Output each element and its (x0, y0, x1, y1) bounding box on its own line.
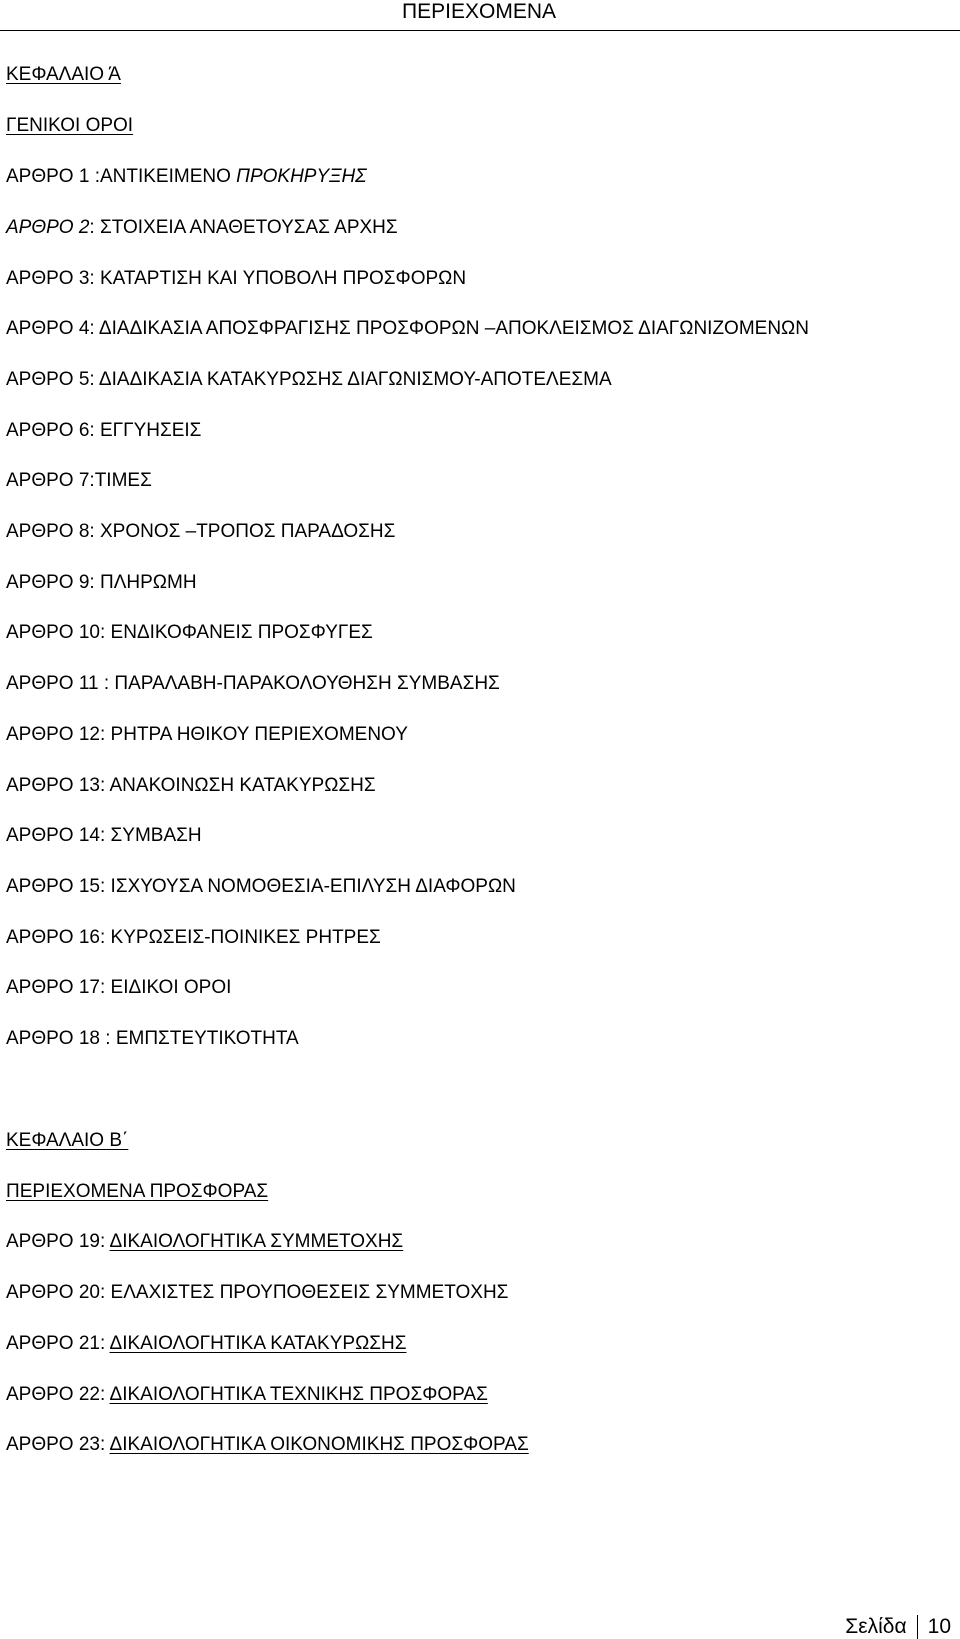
article-20-prefix: ΑΡΘΡΟ 20: (6, 1282, 111, 1303)
toc-entry-article-2[interactable] (6, 217, 398, 239)
toc-entry-article-9[interactable]: ΑΡΘΡΟ 9: ΠΛΗΡΩΜΗ (6, 572, 197, 593)
toc-entry-article-13[interactable]: ΑΡΘΡΟ 13: ΑΝΑΚΟΙΝΩΣΗ ΚΑΤΑΚΥΡΩΣΗΣ (6, 775, 376, 796)
toc-entry-article-11[interactable]: ΑΡΘΡΟ 11 : ΠΑΡΑΛΑΒΗ-ΠΑΡΑΚΟΛΟΥΘΗΣΗ ΣΥΜΒΑΣΗΣ (6, 673, 500, 694)
toc-entry-article-4[interactable]: ΑΡΘΡΟ 4: ΔΙΑΔΙΚΑΣΙΑ ΑΠΟΣΦΡΑΓΙΣΗΣ ΠΡΟΣΦΟΡΩΝ –ΑΠΟΚΛΕΙΣΜΟΣ ΔΙΑΓΩΝΙΖΟΜΕΝΩΝ (6, 318, 809, 339)
toc-entry-article-3[interactable]: ΑΡΘΡΟ 3: ΚΑΤΑΡΤΙΣΗ ΚΑΙ ΥΠΟΒΟΛΗ ΠΡΟΣΦΟΡΩΝ (6, 268, 467, 289)
article-19-title: ΔΙΚΑΙΟΛΟΓΗΤΙΚΑ ΣΥΜΜΕΤΟΧΗΣ (109, 1231, 404, 1252)
article-21-title: ΔΙΚΑΙΟΛΟΓΗΤΙΚΑ ΚΑΤΑΚΥΡΩΣΗΣ (109, 1333, 407, 1354)
header-rule (0, 30, 960, 31)
chapter-b-subtitle[interactable]: ΠΕΡΙΕΧΟΜΕΝΑ ΠΡΟΣΦΟΡΑΣ (6, 1181, 269, 1202)
article-23-title: ΔΙΚΑΙΟΛΟΓΗΤΙΚΑ ΟΙΚΟΝΟΜΙΚΗΣ ΠΡΟΣΦΟΡΑΣ (109, 1434, 529, 1455)
page-number: 10 (927, 1615, 951, 1638)
article-1-prefix: ΑΡΘΡΟ 1 :ΑΝΤΙΚΕΙΜΕΝΟ (6, 166, 237, 187)
toc-entry-article-21[interactable] (6, 1333, 407, 1355)
chapter-a-subtitle[interactable]: ΓΕΝΙΚΟΙ ΟΡΟΙ (6, 115, 134, 136)
article-19-prefix: ΑΡΘΡΟ 19: (6, 1231, 110, 1252)
toc-entry-article-15[interactable]: ΑΡΘΡΟ 15: ΙΣΧΥΟΥΣΑ ΝΟΜΟΘΕΣΙΑ-ΕΠΙΛΥΣΗ ΔΙΑΦΟΡΩΝ (6, 876, 516, 897)
chapter-b-label[interactable]: ΚΕΦΑΛΑΙΟ Β΄ (6, 1130, 129, 1151)
toc-entry-article-8[interactable]: ΑΡΘΡΟ 8: ΧΡΟΝΟΣ –ΤΡΟΠΟΣ ΠΑΡΑΔΟΣΗΣ (6, 521, 396, 542)
article-22-prefix: ΑΡΘΡΟ 22: (6, 1384, 110, 1405)
toc-entry-article-19[interactable] (6, 1231, 403, 1253)
toc-entry-article-10[interactable]: ΑΡΘΡΟ 10: ΕΝΔΙΚΟΦΑΝΕΙΣ ΠΡΟΣΦΥΓΕΣ (6, 622, 373, 643)
toc-entry-article-12[interactable]: ΑΡΘΡΟ 12: ΡΗΤΡΑ ΗΘΙΚΟΥ ΠΕΡΙΕΧΟΜΕΝΟΥ (6, 724, 408, 745)
toc-entry-article-7[interactable]: ΑΡΘΡΟ 7:ΤΙΜΕΣ (6, 470, 152, 491)
toc-entry-article-22[interactable] (6, 1384, 488, 1406)
article-21-prefix: ΑΡΘΡΟ 21: (6, 1333, 110, 1354)
toc-entry-article-14[interactable]: ΑΡΘΡΟ 14: ΣΥΜΒΑΣΗ (6, 825, 202, 846)
article-22-title: ΔΙΚΑΙΟΛΟΓΗΤΙΚΑ ΤΕΧΝΙΚΗΣ ΠΡΟΣΦΟΡΑΣ (109, 1384, 488, 1405)
chapter-a-label[interactable]: ΚΕΦΑΛΑΙΟ Ά (6, 64, 121, 85)
footer-divider (917, 1615, 918, 1639)
article-2-suffix: : ΣΤΟΙΧΕΙΑ ΑΝΑΘΕΤΟΥΣΑΣ ΑΡΧΗΣ (89, 217, 398, 238)
toc-entry-article-16[interactable]: ΑΡΘΡΟ 16: ΚΥΡΩΣΕΙΣ-ΠΟΙΝΙΚΕΣ ΡΗΤΡΕΣ (6, 927, 381, 948)
page-footer (845, 1615, 951, 1639)
toc-entry-article-18[interactable]: ΑΡΘΡΟ 18 : ΕΜΠΣΤΕΥΤΙΚΟΤΗΤΑ (6, 1028, 299, 1049)
page-label: Σελίδα (845, 1615, 907, 1638)
article-20-title: ΕΛΑΧΙΣΤΕΣ ΠΡΟΥΠΟΘΕΣΕΙΣ ΣΥΜΜΕΤΟΧΗΣ (110, 1282, 509, 1303)
toc-entry-article-6[interactable]: ΑΡΘΡΟ 6: ΕΓΓΥΗΣΕΙΣ (6, 420, 202, 441)
article-23-prefix: ΑΡΘΡΟ 23: (6, 1434, 110, 1455)
toc-entry-article-20[interactable] (6, 1282, 508, 1304)
page-header-title: ΠΕΡΙΕΧΟΜΕΝΑ (402, 0, 557, 23)
article-1-suffix: ΠΡΟΚΗΡΥΞΗΣ (236, 166, 367, 187)
toc-entry-article-23[interactable] (6, 1434, 529, 1456)
toc-entry-article-17[interactable]: ΑΡΘΡΟ 17: ΕΙΔΙΚΟΙ ΟΡΟΙ (6, 977, 232, 998)
toc-entry-article-1[interactable] (6, 166, 367, 188)
article-2-prefix: ΑΡΘΡΟ 2 (6, 217, 90, 238)
toc-entry-article-5[interactable]: ΑΡΘΡΟ 5: ΔΙΑΔΙΚΑΣΙΑ ΚΑΤΑΚΥΡΩΣΗΣ ΔΙΑΓΩΝΙΣΜΟΥ-ΑΠΟΤΕΛΕΣΜΑ (6, 369, 612, 390)
